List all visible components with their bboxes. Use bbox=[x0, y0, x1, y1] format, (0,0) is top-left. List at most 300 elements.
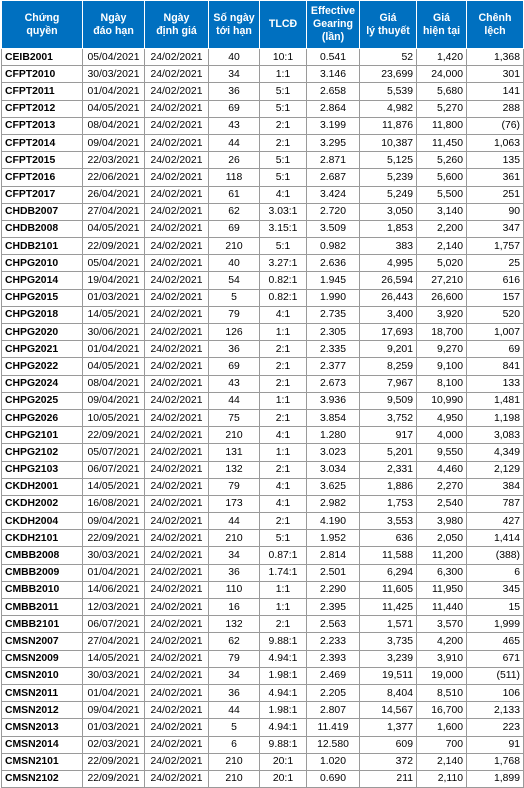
cell-theoretical-price: 10,387 bbox=[360, 134, 417, 151]
cell-difference: 1,899 bbox=[467, 770, 524, 787]
cell-valuation-date: 24/02/2021 bbox=[145, 616, 209, 633]
cell-valuation-date: 24/02/2021 bbox=[145, 220, 209, 237]
cell-maturity-date: 01/04/2021 bbox=[83, 684, 145, 701]
cell-valuation-date: 24/02/2021 bbox=[145, 444, 209, 461]
cell-maturity-date: 26/04/2021 bbox=[83, 186, 145, 203]
cell-code: CMBB2009 bbox=[2, 564, 83, 581]
cell-days-to-maturity: 5 bbox=[209, 289, 260, 306]
cell-maturity-date: 01/04/2021 bbox=[83, 564, 145, 581]
cell-days-to-maturity: 40 bbox=[209, 49, 260, 66]
table-row bbox=[2, 633, 524, 650]
cell-conversion-ratio: 3.15:1 bbox=[260, 220, 307, 237]
table-row bbox=[2, 66, 524, 83]
cell-current-price: 700 bbox=[417, 736, 467, 753]
table-row bbox=[2, 117, 524, 134]
cell-current-price: 3,910 bbox=[417, 650, 467, 667]
cell-code: CMSN2011 bbox=[2, 684, 83, 701]
cell-code: CKDH2001 bbox=[2, 478, 83, 495]
cell-conversion-ratio: 20:1 bbox=[260, 770, 307, 787]
table-row bbox=[2, 530, 524, 547]
table-row bbox=[2, 581, 524, 598]
cell-code: CMBB2010 bbox=[2, 581, 83, 598]
cell-conversion-ratio: 4.94:1 bbox=[260, 684, 307, 701]
cell-effective-gearing: 2.563 bbox=[307, 616, 360, 633]
cell-effective-gearing: 1.945 bbox=[307, 272, 360, 289]
header-so-ngay-toi-han bbox=[209, 1, 260, 49]
cell-maturity-date: 04/05/2021 bbox=[83, 358, 145, 375]
cell-effective-gearing: 2.864 bbox=[307, 100, 360, 117]
table-row bbox=[2, 650, 524, 667]
cell-maturity-date: 22/06/2021 bbox=[83, 169, 145, 186]
cell-theoretical-price: 5,125 bbox=[360, 152, 417, 169]
cell-difference: 1,999 bbox=[467, 616, 524, 633]
cell-valuation-date: 24/02/2021 bbox=[145, 100, 209, 117]
cell-conversion-ratio: 2:1 bbox=[260, 117, 307, 134]
cell-current-price: 4,200 bbox=[417, 633, 467, 650]
cell-maturity-date: 30/03/2021 bbox=[83, 66, 145, 83]
cell-days-to-maturity: 44 bbox=[209, 513, 260, 530]
cell-difference: 1,481 bbox=[467, 392, 524, 409]
cell-days-to-maturity: 79 bbox=[209, 306, 260, 323]
cell-current-price: 16,700 bbox=[417, 702, 467, 719]
cell-current-price: 5,500 bbox=[417, 186, 467, 203]
cell-days-to-maturity: 54 bbox=[209, 272, 260, 289]
table-row bbox=[2, 599, 524, 616]
cell-difference: 133 bbox=[467, 375, 524, 392]
cell-current-price: 2,270 bbox=[417, 478, 467, 495]
cell-difference: 251 bbox=[467, 186, 524, 203]
cell-code: CHPG2018 bbox=[2, 306, 83, 323]
cell-effective-gearing: 2.290 bbox=[307, 581, 360, 598]
cell-days-to-maturity: 34 bbox=[209, 547, 260, 564]
header-gia-ly-thuyet bbox=[360, 1, 417, 49]
cell-current-price: 3,570 bbox=[417, 616, 467, 633]
cell-difference: 787 bbox=[467, 495, 524, 512]
cell-days-to-maturity: 69 bbox=[209, 220, 260, 237]
cell-current-price: 5,270 bbox=[417, 100, 467, 117]
cell-theoretical-price: 5,539 bbox=[360, 83, 417, 100]
cell-days-to-maturity: 210 bbox=[209, 753, 260, 770]
cell-maturity-date: 10/05/2021 bbox=[83, 409, 145, 426]
header-chung-quyen bbox=[2, 1, 83, 49]
cell-maturity-date: 02/03/2021 bbox=[83, 736, 145, 753]
cell-code: CMSN2014 bbox=[2, 736, 83, 753]
cell-difference: 3,083 bbox=[467, 427, 524, 444]
cell-maturity-date: 06/07/2021 bbox=[83, 461, 145, 478]
cell-effective-gearing: 2.377 bbox=[307, 358, 360, 375]
table-row bbox=[2, 220, 524, 237]
cell-theoretical-price: 17,693 bbox=[360, 324, 417, 341]
cell-conversion-ratio: 4.94:1 bbox=[260, 719, 307, 736]
cell-days-to-maturity: 131 bbox=[209, 444, 260, 461]
cell-effective-gearing: 1.990 bbox=[307, 289, 360, 306]
table-row bbox=[2, 100, 524, 117]
cell-theoretical-price: 52 bbox=[360, 49, 417, 66]
cell-code: CHPG2021 bbox=[2, 341, 83, 358]
cell-days-to-maturity: 173 bbox=[209, 495, 260, 512]
cell-effective-gearing: 11.419 bbox=[307, 719, 360, 736]
table-row bbox=[2, 392, 524, 409]
cell-current-price: 24,000 bbox=[417, 66, 467, 83]
cell-maturity-date: 01/04/2021 bbox=[83, 341, 145, 358]
cell-conversion-ratio: 1.98:1 bbox=[260, 667, 307, 684]
cell-valuation-date: 24/02/2021 bbox=[145, 134, 209, 151]
cell-conversion-ratio: 20:1 bbox=[260, 753, 307, 770]
cell-difference: 69 bbox=[467, 341, 524, 358]
cell-days-to-maturity: 62 bbox=[209, 203, 260, 220]
cell-code: CHPG2025 bbox=[2, 392, 83, 409]
table-row bbox=[2, 702, 524, 719]
cell-theoretical-price: 5,249 bbox=[360, 186, 417, 203]
cell-current-price: 10,990 bbox=[417, 392, 467, 409]
cell-effective-gearing: 4.190 bbox=[307, 513, 360, 530]
cell-maturity-date: 14/05/2021 bbox=[83, 650, 145, 667]
cell-days-to-maturity: 43 bbox=[209, 375, 260, 392]
cell-conversion-ratio: 5:1 bbox=[260, 83, 307, 100]
cell-maturity-date: 22/03/2021 bbox=[83, 152, 145, 169]
header-text: quyền bbox=[26, 24, 58, 37]
cell-theoretical-price: 2,331 bbox=[360, 461, 417, 478]
cell-theoretical-price: 6,294 bbox=[360, 564, 417, 581]
cell-days-to-maturity: 75 bbox=[209, 409, 260, 426]
cell-effective-gearing: 0.541 bbox=[307, 49, 360, 66]
cell-effective-gearing: 2.636 bbox=[307, 255, 360, 272]
cell-current-price: 9,100 bbox=[417, 358, 467, 375]
cell-maturity-date: 01/03/2021 bbox=[83, 289, 145, 306]
cell-code: CMSN2013 bbox=[2, 719, 83, 736]
cell-conversion-ratio: 1:1 bbox=[260, 392, 307, 409]
cell-code: CMSN2010 bbox=[2, 667, 83, 684]
cell-effective-gearing: 2.335 bbox=[307, 341, 360, 358]
cell-current-price: 11,200 bbox=[417, 547, 467, 564]
cell-conversion-ratio: 9.88:1 bbox=[260, 633, 307, 650]
header-text: lệch bbox=[484, 24, 506, 37]
cell-current-price: 11,950 bbox=[417, 581, 467, 598]
cell-valuation-date: 24/02/2021 bbox=[145, 324, 209, 341]
cell-theoretical-price: 26,443 bbox=[360, 289, 417, 306]
header-text: Chứng bbox=[24, 11, 60, 24]
cell-difference: 223 bbox=[467, 719, 524, 736]
table-row bbox=[2, 684, 524, 701]
header-text: Ngày bbox=[100, 11, 127, 24]
cell-days-to-maturity: 40 bbox=[209, 255, 260, 272]
cell-code: CHPG2010 bbox=[2, 255, 83, 272]
cell-difference: 288 bbox=[467, 100, 524, 117]
cell-valuation-date: 24/02/2021 bbox=[145, 272, 209, 289]
cell-code: CFPT2010 bbox=[2, 66, 83, 83]
cell-days-to-maturity: 118 bbox=[209, 169, 260, 186]
cell-maturity-date: 14/06/2021 bbox=[83, 581, 145, 598]
cell-current-price: 2,200 bbox=[417, 220, 467, 237]
cell-theoretical-price: 11,605 bbox=[360, 581, 417, 598]
table-row bbox=[2, 255, 524, 272]
cell-days-to-maturity: 61 bbox=[209, 186, 260, 203]
cell-maturity-date: 30/06/2021 bbox=[83, 324, 145, 341]
cell-effective-gearing: 3.034 bbox=[307, 461, 360, 478]
header-ngay-dao-han bbox=[83, 1, 145, 49]
cell-current-price: 11,440 bbox=[417, 599, 467, 616]
table-row bbox=[2, 83, 524, 100]
cell-conversion-ratio: 2:1 bbox=[260, 461, 307, 478]
cell-difference: 2,129 bbox=[467, 461, 524, 478]
cell-current-price: 4,950 bbox=[417, 409, 467, 426]
cell-valuation-date: 24/02/2021 bbox=[145, 358, 209, 375]
cell-current-price: 11,800 bbox=[417, 117, 467, 134]
cell-conversion-ratio: 1.98:1 bbox=[260, 702, 307, 719]
cell-theoretical-price: 1,571 bbox=[360, 616, 417, 633]
cell-theoretical-price: 1,753 bbox=[360, 495, 417, 512]
cell-days-to-maturity: 79 bbox=[209, 478, 260, 495]
cell-effective-gearing: 0.982 bbox=[307, 238, 360, 255]
header-text: tới hạn bbox=[216, 24, 252, 37]
cell-days-to-maturity: 36 bbox=[209, 564, 260, 581]
cell-conversion-ratio: 5:1 bbox=[260, 530, 307, 547]
table-row bbox=[2, 547, 524, 564]
table-row bbox=[2, 564, 524, 581]
cell-conversion-ratio: 2:1 bbox=[260, 358, 307, 375]
cell-code: CKDH2101 bbox=[2, 530, 83, 547]
header-text: Chênh bbox=[478, 11, 512, 24]
cell-code: CHPG2102 bbox=[2, 444, 83, 461]
cell-conversion-ratio: 4:1 bbox=[260, 495, 307, 512]
table-row bbox=[2, 513, 524, 530]
cell-maturity-date: 01/03/2021 bbox=[83, 719, 145, 736]
cell-effective-gearing: 2.814 bbox=[307, 547, 360, 564]
cell-difference: 6 bbox=[467, 564, 524, 581]
header-text: định giá bbox=[156, 24, 197, 37]
cell-effective-gearing: 2.205 bbox=[307, 684, 360, 701]
cell-difference: 1,768 bbox=[467, 753, 524, 770]
cell-conversion-ratio: 1:1 bbox=[260, 324, 307, 341]
cell-difference: 1,757 bbox=[467, 238, 524, 255]
cell-conversion-ratio: 2:1 bbox=[260, 134, 307, 151]
cell-difference: 1,007 bbox=[467, 324, 524, 341]
table-row bbox=[2, 753, 524, 770]
cell-theoretical-price: 383 bbox=[360, 238, 417, 255]
cell-theoretical-price: 11,588 bbox=[360, 547, 417, 564]
cell-difference: 671 bbox=[467, 650, 524, 667]
cell-valuation-date: 24/02/2021 bbox=[145, 49, 209, 66]
table-row bbox=[2, 152, 524, 169]
cell-maturity-date: 19/04/2021 bbox=[83, 272, 145, 289]
header-effective-gearing bbox=[307, 1, 360, 49]
cell-conversion-ratio: 2:1 bbox=[260, 616, 307, 633]
cell-difference: 427 bbox=[467, 513, 524, 530]
header-text: đáo hạn bbox=[93, 24, 134, 37]
cell-effective-gearing: 3.936 bbox=[307, 392, 360, 409]
cell-conversion-ratio: 9.88:1 bbox=[260, 736, 307, 753]
cell-valuation-date: 24/02/2021 bbox=[145, 495, 209, 512]
cell-conversion-ratio: 2:1 bbox=[260, 409, 307, 426]
cell-valuation-date: 24/02/2021 bbox=[145, 152, 209, 169]
cell-theoretical-price: 19,511 bbox=[360, 667, 417, 684]
cell-difference: 157 bbox=[467, 289, 524, 306]
cell-theoretical-price: 3,400 bbox=[360, 306, 417, 323]
cell-current-price: 9,550 bbox=[417, 444, 467, 461]
cell-conversion-ratio: 5:1 bbox=[260, 100, 307, 117]
cell-effective-gearing: 3.854 bbox=[307, 409, 360, 426]
header-text: hiện tại bbox=[422, 24, 461, 37]
cell-current-price: 5,680 bbox=[417, 83, 467, 100]
cell-effective-gearing: 2.982 bbox=[307, 495, 360, 512]
cell-effective-gearing: 3.146 bbox=[307, 66, 360, 83]
table-row bbox=[2, 134, 524, 151]
header-ngay-dinh-gia bbox=[145, 1, 209, 49]
cell-current-price: 3,920 bbox=[417, 306, 467, 323]
cell-effective-gearing: 2.687 bbox=[307, 169, 360, 186]
cell-current-price: 27,210 bbox=[417, 272, 467, 289]
cell-effective-gearing: 1.952 bbox=[307, 530, 360, 547]
cell-difference: 1,063 bbox=[467, 134, 524, 151]
cell-effective-gearing: 1.020 bbox=[307, 753, 360, 770]
cell-difference: 616 bbox=[467, 272, 524, 289]
table-row bbox=[2, 272, 524, 289]
cell-current-price: 11,450 bbox=[417, 134, 467, 151]
cell-valuation-date: 24/02/2021 bbox=[145, 186, 209, 203]
table-row bbox=[2, 203, 524, 220]
table-row bbox=[2, 186, 524, 203]
cell-code: CFPT2011 bbox=[2, 83, 83, 100]
cell-effective-gearing: 2.395 bbox=[307, 599, 360, 616]
header-text: Gearing bbox=[312, 18, 354, 30]
cell-days-to-maturity: 34 bbox=[209, 667, 260, 684]
cell-code: CFPT2015 bbox=[2, 152, 83, 169]
cell-maturity-date: 22/09/2021 bbox=[83, 530, 145, 547]
cell-maturity-date: 30/03/2021 bbox=[83, 667, 145, 684]
cell-days-to-maturity: 26 bbox=[209, 152, 260, 169]
table-row bbox=[2, 409, 524, 426]
cell-maturity-date: 22/09/2021 bbox=[83, 238, 145, 255]
cell-conversion-ratio: 5:1 bbox=[260, 152, 307, 169]
cell-effective-gearing: 3.023 bbox=[307, 444, 360, 461]
table-row bbox=[2, 169, 524, 186]
cell-code: CEIB2001 bbox=[2, 49, 83, 66]
cell-difference: 301 bbox=[467, 66, 524, 83]
cell-difference: 1,368 bbox=[467, 49, 524, 66]
cell-theoretical-price: 609 bbox=[360, 736, 417, 753]
cell-effective-gearing: 3.424 bbox=[307, 186, 360, 203]
cell-difference: 520 bbox=[467, 306, 524, 323]
cell-maturity-date: 06/07/2021 bbox=[83, 616, 145, 633]
cell-days-to-maturity: 69 bbox=[209, 100, 260, 117]
cell-valuation-date: 24/02/2021 bbox=[145, 513, 209, 530]
cell-maturity-date: 27/04/2021 bbox=[83, 633, 145, 650]
cell-code: CMBB2008 bbox=[2, 547, 83, 564]
cell-theoretical-price: 372 bbox=[360, 753, 417, 770]
cell-code: CHPG2022 bbox=[2, 358, 83, 375]
cell-conversion-ratio: 4:1 bbox=[260, 478, 307, 495]
cell-valuation-date: 24/02/2021 bbox=[145, 306, 209, 323]
cell-code: CMSN2009 bbox=[2, 650, 83, 667]
cell-conversion-ratio: 10:1 bbox=[260, 49, 307, 66]
cell-conversion-ratio: 1:1 bbox=[260, 66, 307, 83]
cell-current-price: 1,420 bbox=[417, 49, 467, 66]
cell-valuation-date: 24/02/2021 bbox=[145, 66, 209, 83]
cell-valuation-date: 24/02/2021 bbox=[145, 409, 209, 426]
header-text: Giá bbox=[432, 11, 451, 24]
cell-difference: 141 bbox=[467, 83, 524, 100]
cell-effective-gearing: 2.305 bbox=[307, 324, 360, 341]
cell-effective-gearing: 2.469 bbox=[307, 667, 360, 684]
cell-valuation-date: 24/02/2021 bbox=[145, 392, 209, 409]
cell-difference: (388) bbox=[467, 547, 524, 564]
cell-code: CHPG2024 bbox=[2, 375, 83, 392]
cell-conversion-ratio: 1:1 bbox=[260, 444, 307, 461]
table-row bbox=[2, 324, 524, 341]
table-row bbox=[2, 49, 524, 66]
cell-effective-gearing: 2.673 bbox=[307, 375, 360, 392]
cell-code: CHPG2101 bbox=[2, 427, 83, 444]
cell-valuation-date: 24/02/2021 bbox=[145, 770, 209, 787]
cell-theoretical-price: 3,239 bbox=[360, 650, 417, 667]
cell-difference: 465 bbox=[467, 633, 524, 650]
cell-current-price: 4,000 bbox=[417, 427, 467, 444]
cell-conversion-ratio: 4.94:1 bbox=[260, 650, 307, 667]
cell-days-to-maturity: 110 bbox=[209, 581, 260, 598]
cell-valuation-date: 24/02/2021 bbox=[145, 650, 209, 667]
cell-days-to-maturity: 126 bbox=[209, 324, 260, 341]
cell-theoretical-price: 1,377 bbox=[360, 719, 417, 736]
cell-conversion-ratio: 2:1 bbox=[260, 375, 307, 392]
cell-maturity-date: 22/09/2021 bbox=[83, 753, 145, 770]
cell-valuation-date: 24/02/2021 bbox=[145, 547, 209, 564]
cell-valuation-date: 24/02/2021 bbox=[145, 478, 209, 495]
cell-difference: 15 bbox=[467, 599, 524, 616]
cell-code: CHPG2015 bbox=[2, 289, 83, 306]
cell-valuation-date: 24/02/2021 bbox=[145, 599, 209, 616]
cell-days-to-maturity: 6 bbox=[209, 736, 260, 753]
cell-effective-gearing: 2.807 bbox=[307, 702, 360, 719]
cell-difference: 1,198 bbox=[467, 409, 524, 426]
cell-theoretical-price: 5,201 bbox=[360, 444, 417, 461]
cell-valuation-date: 24/02/2021 bbox=[145, 238, 209, 255]
header-row bbox=[2, 1, 524, 49]
cell-valuation-date: 24/02/2021 bbox=[145, 203, 209, 220]
cell-current-price: 3,980 bbox=[417, 513, 467, 530]
cell-difference: 91 bbox=[467, 736, 524, 753]
table-row bbox=[2, 306, 524, 323]
cell-theoretical-price: 211 bbox=[360, 770, 417, 787]
table-body bbox=[2, 49, 524, 788]
cell-theoretical-price: 9,509 bbox=[360, 392, 417, 409]
cell-current-price: 5,600 bbox=[417, 169, 467, 186]
cell-difference: 1,414 bbox=[467, 530, 524, 547]
table-row bbox=[2, 289, 524, 306]
cell-conversion-ratio: 0.82:1 bbox=[260, 289, 307, 306]
table-row bbox=[2, 238, 524, 255]
header-text: TLCĐ bbox=[268, 18, 298, 30]
cell-effective-gearing: 3.509 bbox=[307, 220, 360, 237]
cell-code: CHPG2026 bbox=[2, 409, 83, 426]
cell-current-price: 8,510 bbox=[417, 684, 467, 701]
cell-theoretical-price: 8,259 bbox=[360, 358, 417, 375]
cell-theoretical-price: 23,699 bbox=[360, 66, 417, 83]
cell-code: CHDB2007 bbox=[2, 203, 83, 220]
cell-difference: 347 bbox=[467, 220, 524, 237]
cell-valuation-date: 24/02/2021 bbox=[145, 255, 209, 272]
cell-maturity-date: 09/04/2021 bbox=[83, 702, 145, 719]
cell-valuation-date: 24/02/2021 bbox=[145, 633, 209, 650]
header-chenh-lech bbox=[467, 1, 524, 49]
header-text: (lần) bbox=[321, 31, 345, 43]
cell-current-price: 19,000 bbox=[417, 667, 467, 684]
cell-valuation-date: 24/02/2021 bbox=[145, 736, 209, 753]
cell-conversion-ratio: 4:1 bbox=[260, 306, 307, 323]
table-row bbox=[2, 375, 524, 392]
cell-current-price: 2,540 bbox=[417, 495, 467, 512]
cell-maturity-date: 05/04/2021 bbox=[83, 49, 145, 66]
cell-current-price: 2,140 bbox=[417, 753, 467, 770]
